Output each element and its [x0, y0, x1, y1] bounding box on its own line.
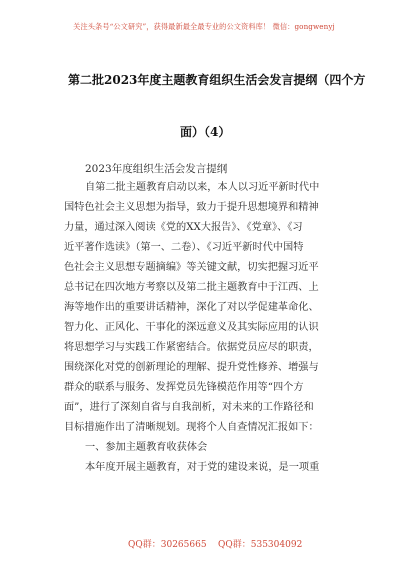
document-title-line-2: 面）（4） [180, 125, 231, 139]
body-line: 围绕深化对党的创新理论的理解、提升党性修养、增强与 [64, 362, 319, 373]
footer-qq-group-1: QQ群：30265665 [128, 540, 207, 550]
body-line: 智力化、正风化、干事化的深远意义及其实际应用的认识 [64, 322, 319, 333]
body-line: 自第二批主题教育启动以来，本人以习近平新时代中 [85, 182, 320, 193]
header-banner: 关注头条号“公文研究”，获得最新最全最专业的公文资料库！ 微信：gongwenyj [73, 22, 335, 31]
body-line: 力量，通过深入阅读《党的XX大报告》、《党章》、《习 [64, 222, 303, 233]
body-line: 本年度开展主题教育，对于党的建设来说，是一项重 [85, 462, 320, 473]
body-line: 总书记在四次地方考察以及第二批主题教育中于江西、上 [64, 282, 319, 293]
body-line: 近平著作选读》（第一、二卷）、《习近平新时代中国特 [64, 242, 304, 253]
section-heading: 一、参加主题教育收获体会 [85, 442, 208, 453]
body-line: 目标措施作出了清晰规划。现将个人自查情况汇报如下： [64, 422, 319, 433]
body-line: 群众的联系与服务、发挥党员先锋模范作用等“四个方 [64, 382, 304, 393]
body-line: 面”，进行了深刻自省与自我剖析，对未来的工作路径和 [64, 402, 314, 413]
body-line: 海等地作出的重要讲话精神，深化了对以学促建革命化、 [64, 302, 319, 313]
body-line: 国特色社会主义思想为指导，致力于提升思想境界和精神 [64, 202, 319, 213]
document-title-line-1: 第二批2023年度主题教育组织生活会发言提纲（四个方 [68, 73, 366, 87]
body-line: 色社会主义思想专题摘编》等关键文献，切实把握习近平 [64, 262, 319, 273]
body-line: 将思想学习与实践工作紧密结合。依据党员应尽的职责， [64, 342, 319, 353]
footer-qq-group-2: QQ群：535304092 [218, 540, 303, 550]
document-subtitle: 2023年度组织生活会发言提纲 [85, 163, 228, 175]
